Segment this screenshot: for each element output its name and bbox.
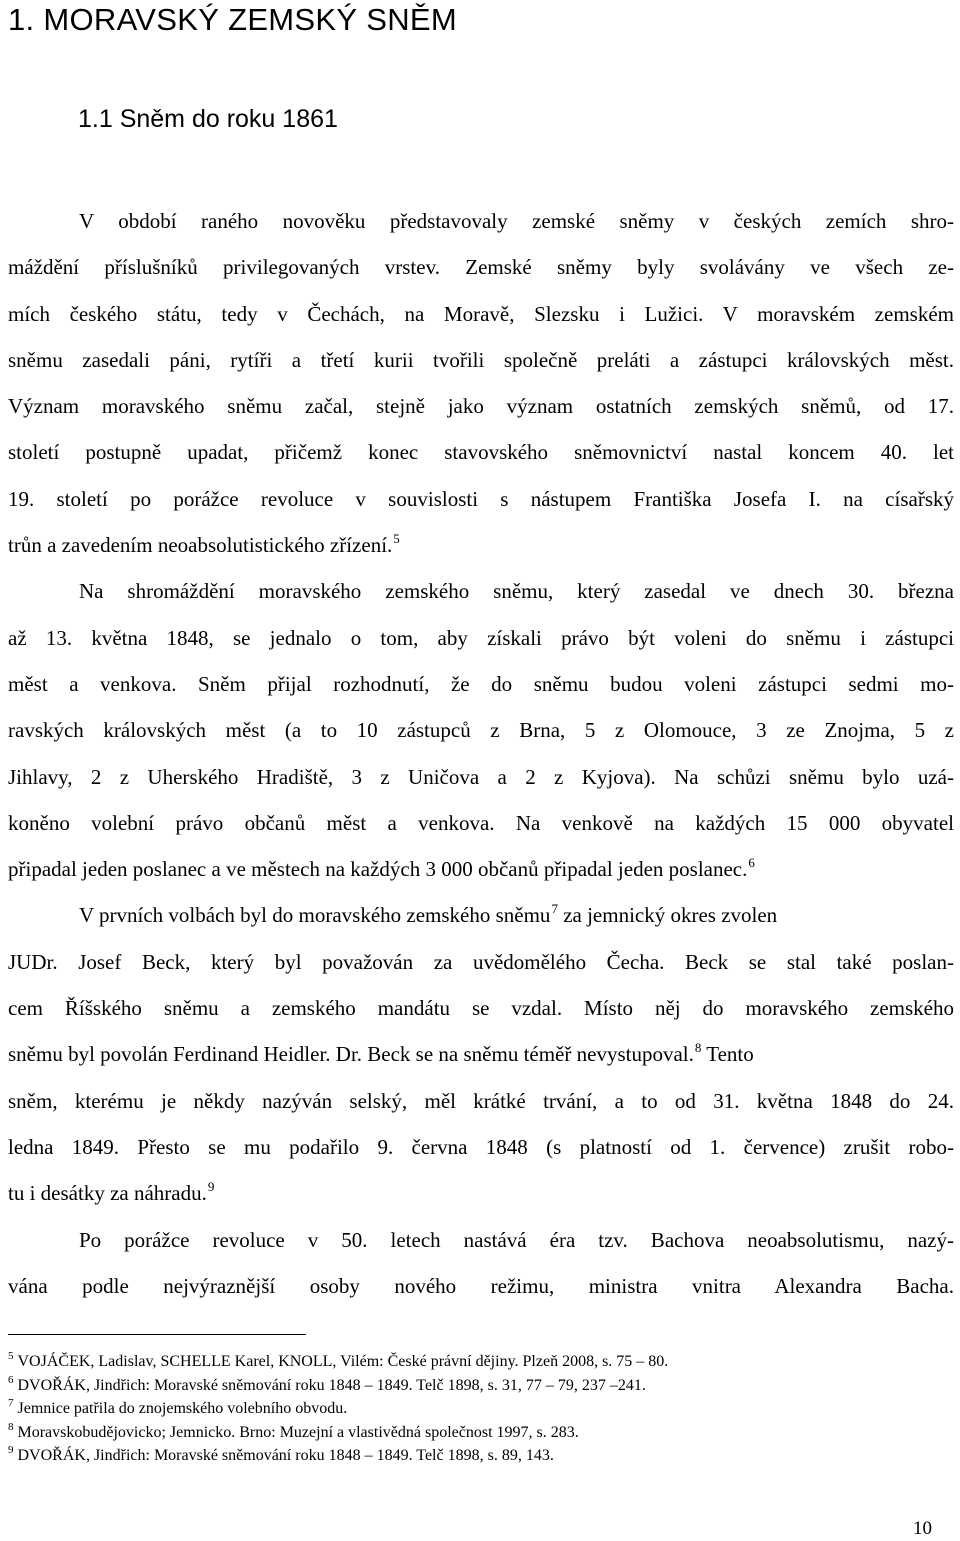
text-line: koněno volební právo občanů měst a venkova. Na venkově na každých 15 000 obyvatel bbox=[8, 810, 954, 835]
footnote-ref[interactable]: 5 bbox=[393, 531, 400, 547]
footnote-number: 6 bbox=[8, 1373, 14, 1386]
text-line bbox=[8, 1038, 954, 1084]
text-line: V období raného novověku představovaly zemské sněmy v českých zemích shro- bbox=[79, 209, 954, 233]
footnote-text: DVOŘÁK, Jindřich: Moravské sněmování roku 1848 – 1849. Telč 1898, s. 31, 77 – 79, 237 –241. bbox=[17, 1376, 646, 1394]
text-segment: tu i desátky za náhradu. bbox=[8, 1181, 207, 1206]
footnotes bbox=[8, 1350, 954, 1468]
body-text bbox=[8, 205, 954, 1316]
text-line bbox=[8, 899, 954, 945]
chapter-title: 1. MORAVSKÝ ZEMSKÝ SNĚM bbox=[8, 2, 458, 37]
text-line: máždění příslušníků privilegovaných vrstev. Zemské sněmy byly svolávány ve všech ze- bbox=[8, 255, 954, 280]
text-line: Po porážce revoluce v 50. letech nastává éra tzv. Bachova neoabsolutismu, nazý- bbox=[79, 1227, 954, 1252]
text-line: Význam moravského sněmu začal, stejně jako význam ostatních zemských sněmů, od 17. bbox=[8, 394, 954, 419]
text-line: mích českého státu, tedy v Čechách, na Moravě, Slezsku i Lužici. V moravském zemském bbox=[8, 301, 954, 326]
text-line: JUDr. Josef Beck, který byl považován za uvědomělého Čecha. Beck se stal také poslan- bbox=[8, 949, 954, 974]
text-line: Na shromáždění moravského zemského sněmu, který zasedal ve dnech 30. března bbox=[79, 579, 954, 604]
text-line: ledna 1849. Přesto se mu podařilo 9. června 1848 (s platností od 1. července) zrušit robo- bbox=[8, 1134, 954, 1159]
footnote-number: 8 bbox=[8, 1420, 14, 1433]
text-segment: trůn a zavedením neoabsolutistického zřízení. bbox=[8, 533, 393, 558]
footnote-number: 7 bbox=[8, 1397, 14, 1409]
footnote-7 bbox=[8, 1397, 954, 1421]
text-line: vána podle nejvýraznější osoby nového režimu, ministra vnitra Alexandra Bacha. bbox=[8, 1273, 954, 1298]
text-line: století postupně upadat, přičemž konec stavovského sněmovnictví nastal koncem 40. let bbox=[8, 440, 954, 465]
text-line: měst a venkova. Sněm přijal rozhodnutí, že do sněmu budou voleni zástupci sedmi mo- bbox=[8, 671, 954, 696]
text-segment: za jemnický okres zvolen bbox=[557, 903, 778, 928]
footnote-number: 9 bbox=[8, 1444, 14, 1456]
page-number: 10 bbox=[913, 1518, 932, 1539]
text-segment: sněmu byl povolán Ferdinand Heidler. Dr. Beck se na sněmu téměř nevystupoval. bbox=[8, 1042, 694, 1067]
text-line: až 13. května 1848, se jednalo o tom, aby získali právo být voleni do sněmu i zástupci bbox=[8, 625, 954, 650]
footnote-8 bbox=[8, 1421, 954, 1445]
footnote-text: VOJÁČEK, Ladislav, SCHELLE Karel, KNOLL, Vilém: České právní dějiny. Plzeň 2008, s. 75 – 80. bbox=[17, 1353, 669, 1370]
footnote-number: 5 bbox=[8, 1350, 14, 1362]
footnote-9 bbox=[8, 1444, 954, 1468]
text-line: sněm, kterému je někdy nazýván selský, měl krátké trvání, a to od 31. května 1848 do 24. bbox=[8, 1088, 954, 1113]
footnote-text: Moravskobudějovicko; Jemnicko. Brno: Muzejní a vlastivědná společnost 1997, s. 283. bbox=[17, 1423, 579, 1441]
text-line bbox=[8, 1177, 954, 1223]
footnote-ref[interactable]: 6 bbox=[748, 855, 755, 871]
text-line: Jihlavy, 2 z Uherského Hradiště, 3 z Uničova a 2 z Kyjova). Na schůzi sněmu bylo uzá- bbox=[8, 764, 954, 789]
footnote-ref[interactable]: 7 bbox=[551, 901, 558, 917]
text-line bbox=[8, 529, 954, 575]
footnote-5 bbox=[8, 1350, 954, 1374]
text-line bbox=[8, 853, 954, 899]
footnote-ref[interactable]: 9 bbox=[207, 1179, 215, 1195]
text-line: sněmu zasedali páni, rytíři a třetí kurii tvořili společně preláti a zástupci královských měst. bbox=[8, 347, 954, 372]
footnote-6 bbox=[8, 1374, 954, 1398]
text-line: ravských královských měst (a to 10 zástupců z Brna, 5 z Olomouce, 3 ze Znojma, 5 z bbox=[8, 718, 954, 743]
footnote-separator bbox=[8, 1334, 306, 1335]
text-segment: V prvních volbách byl do moravského zemského sněmu bbox=[79, 903, 551, 928]
footnote-text: Jemnice patřila do znojemského volebního obvodu. bbox=[17, 1400, 348, 1417]
footnote-text: DVOŘÁK, Jindřich: Moravské sněmování roku 1848 – 1849. Telč 1898, s. 89, 143. bbox=[17, 1447, 554, 1464]
text-line: 19. století po porážce revoluce v souvislosti s nástupem Františka Josefa I. na císařský bbox=[8, 486, 954, 511]
text-line: cem Říšského sněmu a zemského mandátu se vzdal. Místo něj do moravského zemského bbox=[8, 996, 954, 1021]
section-title: 1.1 Sněm do roku 1861 bbox=[78, 105, 338, 133]
text-segment: Tento bbox=[701, 1042, 754, 1067]
text-segment: připadal jeden poslanec a ve městech na každých 3 000 občanů připadal jeden poslanec. bbox=[8, 857, 748, 882]
footnote-ref[interactable]: 8 bbox=[694, 1040, 702, 1056]
